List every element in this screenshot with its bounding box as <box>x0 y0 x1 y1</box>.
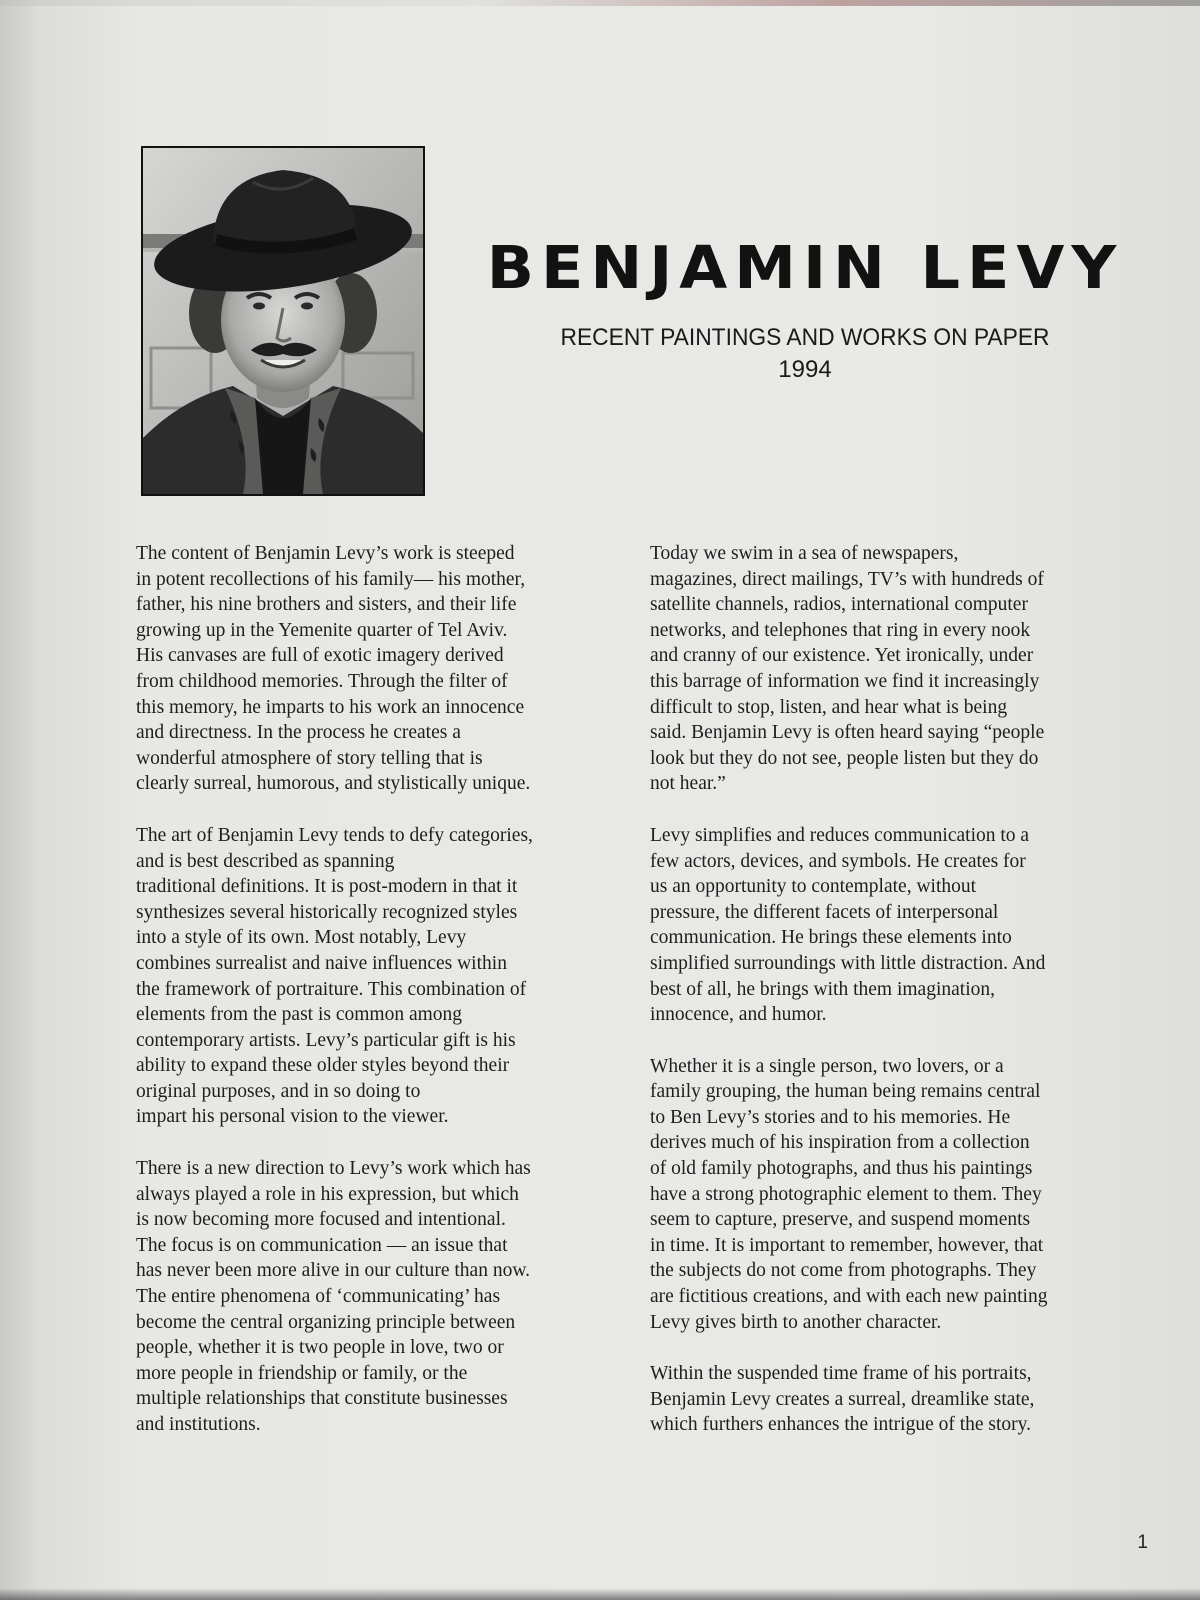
page-number: 1 <box>1137 1532 1148 1553</box>
portrait-image-icon <box>143 148 423 494</box>
paragraph: Levy simplifies and reduces communication to a few actors, devices, and symbols. He creates for us an opportunity to contemplate, without pressure, the different facets of interpersonal communication. He brings these elements into simplified surroundings with little distraction. And best of all, he brings with them imagination, innocence, and humor. <box>650 824 1046 1026</box>
page-top-edge <box>0 0 1200 6</box>
artist-name-heading: BENJAMIN LEVY <box>486 232 1124 303</box>
paragraph: Today we swim in a sea of newspapers, magazines, direct mailings, TV’s with hundreds of satellite channels, radios, international computer networks, and telephones that ring in every nook and cranny of our existence. Yet ironically, under this barrage of information we find it increasingly difficult to stop, listen, and hear what is being said. Benjamin Levy is often heard saying “people look but they do not see, people listen but they do not hear.” <box>650 543 1045 795</box>
exhibition-year: 1994 <box>778 356 832 383</box>
paragraph: The content of Benjamin Levy’s work is steeped in potent recollections of his family— his mother, father, his nine brothers and sisters, and their life growing up in the Yemenite quarter of Tel Aviv. His canvases are full of exotic imagery derived from childhood memories. Through the filter of this memory, he imparts to his work an innocence and directness. In the process he creates a wonderful atmosphere of story telling that is clearly surreal, humorous, and stylistically unique. <box>136 543 531 795</box>
artist-portrait-photo <box>141 146 425 496</box>
paragraph: Within the suspended time frame of his portraits, Benjamin Levy creates a surreal, dreamlike state, which furthers enhances the intrigue of the story. <box>650 1363 1035 1436</box>
paragraph: The art of Benjamin Levy tends to defy categories, and is best described as spanning traditional definitions. It is post-modern in that it synthesizes several historically recognized styles into a style of its own. Most notably, Levy combines surrealist and naive influences within the framework of portraiture. This combination of elements from the past is common among contemporary artists. Levy’s particular gift is his ability to expand these older styles beyond their original purposes, and in so doing to impart his personal vision to the viewer. <box>136 824 533 1128</box>
exhibition-subtitle: RECENT PAINTINGS AND WORKS ON PAPER <box>560 324 1050 351</box>
right-text-column <box>650 541 1100 1464</box>
page-bottom-edge <box>0 1588 1200 1600</box>
left-text-column <box>136 541 576 1464</box>
paragraph: Whether it is a single person, two lovers, or a family grouping, the human being remains central to Ben Levy’s stories and to his memories. He derives much of his inspiration from a collection of old family photographs, and thus his paintings have a strong photographic element to them. They seem to capture, preserve, and suspend moments in time. It is important to remember, however, that the subjects do not come from photographs. They are fictitious creations, and with each new painting Levy gives birth to another character. <box>650 1055 1048 1333</box>
title-block <box>440 232 1170 386</box>
paragraph: There is a new direction to Levy’s work which has always played a role in his expression, but which is now becoming more focused and intentional. The focus is on communication — an issue that has never been more alive in our culture than now. The entire phenomena of ‘communicating’ has become the central organizing principle between people, whether it is two people in love, two or more people in friendship or family, or the multiple relationships that constitute businesses and institutions. <box>136 1158 531 1435</box>
